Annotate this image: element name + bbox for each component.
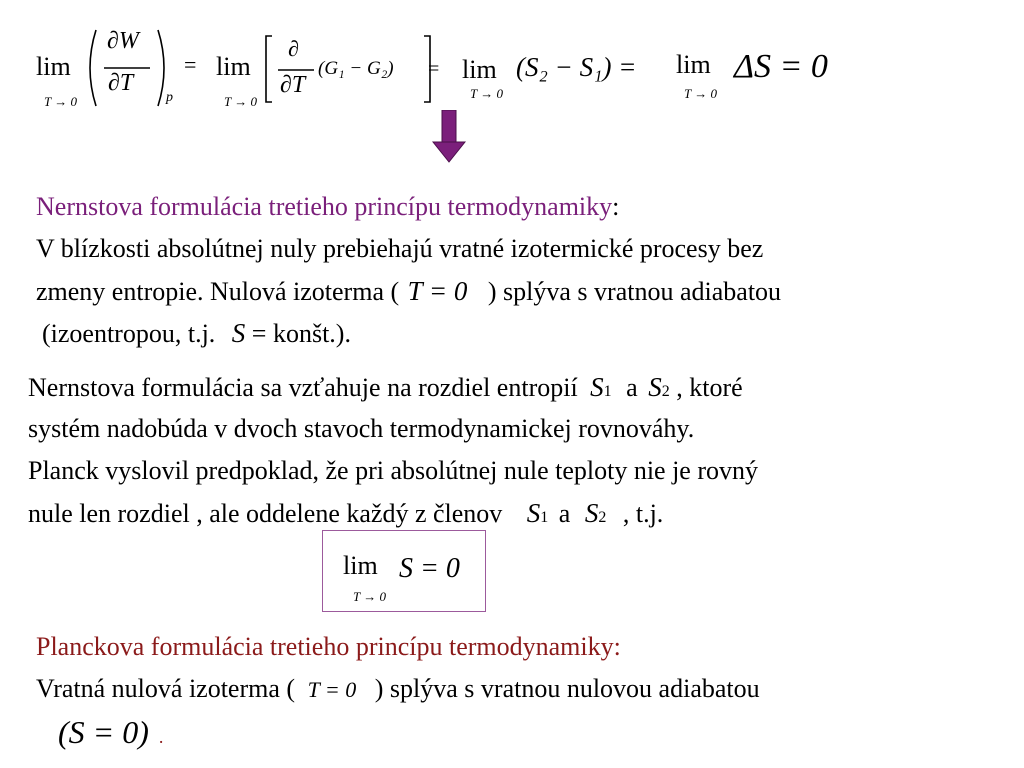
lim-3-subscript: T → 0 (470, 86, 503, 101)
relation-line-1-a: Nernstova formulácia sa vzťahuje na rozdiel entropií (28, 373, 578, 402)
relation-line-4-a: nule len rozdiel , ale oddelene každý z členov (28, 499, 503, 528)
s1-subscript-2: 1 (540, 509, 549, 526)
nernst-line-2 (36, 276, 781, 307)
planck-line-1 (36, 674, 760, 705)
denominator-dt-2: ∂T (280, 72, 306, 98)
relation-line-4 (28, 498, 663, 533)
s2-symbol-2: S (584, 498, 599, 528)
s2-subscript: 2 (661, 383, 670, 400)
lim-2: lim (216, 52, 251, 81)
nernst-line-3-b: = konšt.). (251, 319, 351, 348)
nernst-line-2-a: zmeny entropie. Nulová izoterma ( (36, 277, 400, 306)
nernst-heading-line (36, 192, 619, 222)
lim-4-subscript: T → 0 (684, 86, 717, 101)
equals-2: = (428, 58, 440, 80)
planck-line-1-a: Vratná nulová izoterma ( (36, 674, 296, 703)
lim-1: lim (36, 52, 71, 81)
s-equals-zero: (S = 0) (58, 714, 149, 750)
nernst-heading-colon: : (612, 192, 620, 221)
s2-subscript-2: 2 (598, 509, 607, 526)
numerator-dw: ∂W (107, 28, 139, 54)
nernst-line-3 (42, 318, 351, 349)
t-equals-zero: T = 0 (407, 276, 468, 306)
boxed-lim: lim (343, 551, 378, 580)
planck-t-equals-zero: T = 0 (307, 677, 357, 702)
denominator-dt: ∂T (108, 70, 134, 96)
down-arrow-icon (432, 110, 466, 164)
partial-symbol: ∂ (288, 36, 299, 61)
s-difference: (S₂ − S₁) = (516, 52, 637, 82)
nernst-line-3-a: (izoentropou, t.j. (42, 319, 216, 348)
delta-s-result: ΔS = 0 (734, 48, 828, 85)
boxed-equation (322, 530, 486, 612)
relation-line-1-b: , ktoré (676, 373, 743, 402)
nernst-line-2-b: ) splýva s vratnou adiabatou (487, 277, 782, 306)
planck-line-2 (58, 714, 163, 751)
s1-symbol: S (590, 372, 604, 402)
nernst-line-1: V blízkosti absolútnej nuly prebiehajú vratné izotermické procesy bez (36, 234, 764, 263)
nernst-heading: Nernstova formulácia tretieho princípu termodynamiky (36, 192, 613, 221)
lim-3: lim (462, 55, 497, 84)
s-symbol: S (231, 318, 246, 348)
subscript-p: p (166, 90, 173, 105)
lim-1-subscript: T → 0 (44, 94, 77, 109)
s1-subscript: 1 (603, 383, 612, 400)
g-difference: (G₁ − G₂) (318, 58, 394, 79)
trailing-dot: . (158, 727, 164, 747)
s2-symbol: S (648, 372, 662, 402)
lim-4: lim (676, 50, 711, 79)
relation-line-1 (28, 372, 743, 407)
planck-heading: Planckova formulácia tretieho princípu termodynamiky: (36, 632, 621, 661)
relation-line-4-b: , t.j. (622, 499, 664, 528)
planck-line-1-b: ) splýva s vratnou nulovou adiabatou (374, 674, 760, 703)
s1-symbol-2: S (526, 498, 541, 528)
equals-1: = (184, 52, 197, 77)
boxed-lim-subscript: T → 0 (353, 589, 386, 604)
relation-line-2: systém nadobúda v dvoch stavoch termodynamickej rovnováhy. (28, 414, 695, 443)
boxed-expression: S = 0 (399, 553, 460, 584)
relation-line-3: Planck vyslovil predpoklad, že pri absolútnej nule teploty nie je rovný (28, 456, 759, 485)
and-word-1: a (626, 373, 638, 402)
lim-2-subscript: T → 0 (224, 94, 257, 109)
and-word-2: a (558, 499, 571, 528)
